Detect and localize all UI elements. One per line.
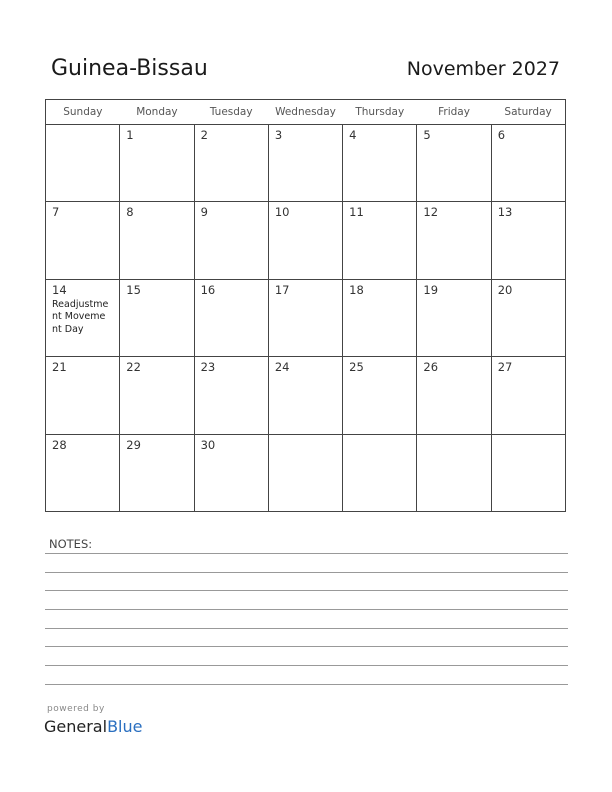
weekday-header: Sunday [46,100,120,125]
day-cell [268,279,342,356]
notes-line [45,684,568,685]
week-row [46,279,566,356]
notes-line [45,553,568,554]
notes-line [45,646,568,647]
day-number: 9 [200,205,208,220]
day-cell [491,202,565,279]
day-cell [268,434,342,511]
brand-name-blue: Blue [107,717,143,736]
day-cell [268,125,342,202]
day-number: 21 [52,360,67,375]
day-number: 18 [349,282,364,297]
notes-line [45,665,568,666]
holiday-label: Readjustment Movement Day [52,298,109,335]
day-number: 6 [497,128,506,142]
day-cell [417,202,491,279]
notes-line [45,590,568,591]
day-number: 17 [274,282,290,297]
day-cell [417,279,491,356]
day-cell [194,125,268,202]
weekday-header: Wednesday [268,100,342,125]
day-number: 11 [349,205,364,220]
day-number: 16 [200,282,216,297]
day-cell [194,279,268,356]
notes-line [45,628,568,629]
day-number: 7 [52,205,60,220]
day-number: 12 [423,205,439,220]
week-row [46,202,566,279]
day-cell [491,125,565,202]
notes-label: NOTES: [49,537,93,551]
day-cell [491,279,565,356]
day-number: 23 [200,360,216,375]
notes-line [45,609,568,610]
weekday-header: Saturday [491,100,565,125]
day-number: 30 [200,437,216,452]
day-cell [417,357,491,434]
day-cell [491,434,565,511]
week-row [46,357,566,434]
brand-logo [44,717,142,736]
week-row [46,125,566,202]
day-cell [343,202,417,279]
day-number: 13 [497,205,513,220]
brand-name-general: General [44,717,108,736]
calendar-grid [45,99,566,512]
day-cell [268,202,342,279]
day-cell [194,357,268,434]
day-number: 29 [126,437,141,452]
day-number: 20 [497,282,513,297]
day-cell [194,202,268,279]
day-cell [120,434,194,511]
day-number: 19 [423,282,439,297]
day-cell [194,434,268,511]
day-number: 28 [52,437,67,452]
weekday-header: Tuesday [194,100,268,125]
day-cell [46,202,120,279]
day-cell [417,434,491,511]
day-cell [343,125,417,202]
day-cell [120,202,194,279]
weekday-header: Monday [120,100,194,125]
day-cell [491,357,565,434]
day-number: 2 [200,128,208,142]
day-number: 15 [126,282,141,297]
day-cell [46,357,120,434]
day-number: 22 [126,360,141,375]
powered-by-text: powered by [47,704,105,714]
calendar-country-title: Guinea-Bissau [51,56,208,81]
day-cell [46,279,120,356]
day-number: 4 [349,128,357,142]
weekday-header: Friday [417,100,491,125]
day-number: 5 [423,128,431,142]
day-number: 26 [423,360,439,375]
day-cell [268,357,342,434]
day-cell [46,434,120,511]
day-cell [343,357,417,434]
day-number: 1 [126,128,134,142]
weekday-header-row [46,100,566,125]
weekday-header: Thursday [343,100,417,125]
day-cell [343,434,417,511]
day-cell [120,357,194,434]
calendar-month-title: November 2027 [406,58,560,80]
day-number: 8 [126,205,134,220]
day-cell [46,125,120,202]
week-row [46,434,566,511]
day-cell [120,125,194,202]
day-number: 24 [274,360,290,375]
day-number: 10 [274,205,290,220]
day-number: 27 [497,360,513,375]
notes-line [45,572,568,573]
day-number: 3 [274,128,283,142]
day-cell [120,279,194,356]
day-number: 14 [52,282,67,297]
day-cell [343,279,417,356]
day-number: 25 [349,360,364,375]
day-cell [417,125,491,202]
